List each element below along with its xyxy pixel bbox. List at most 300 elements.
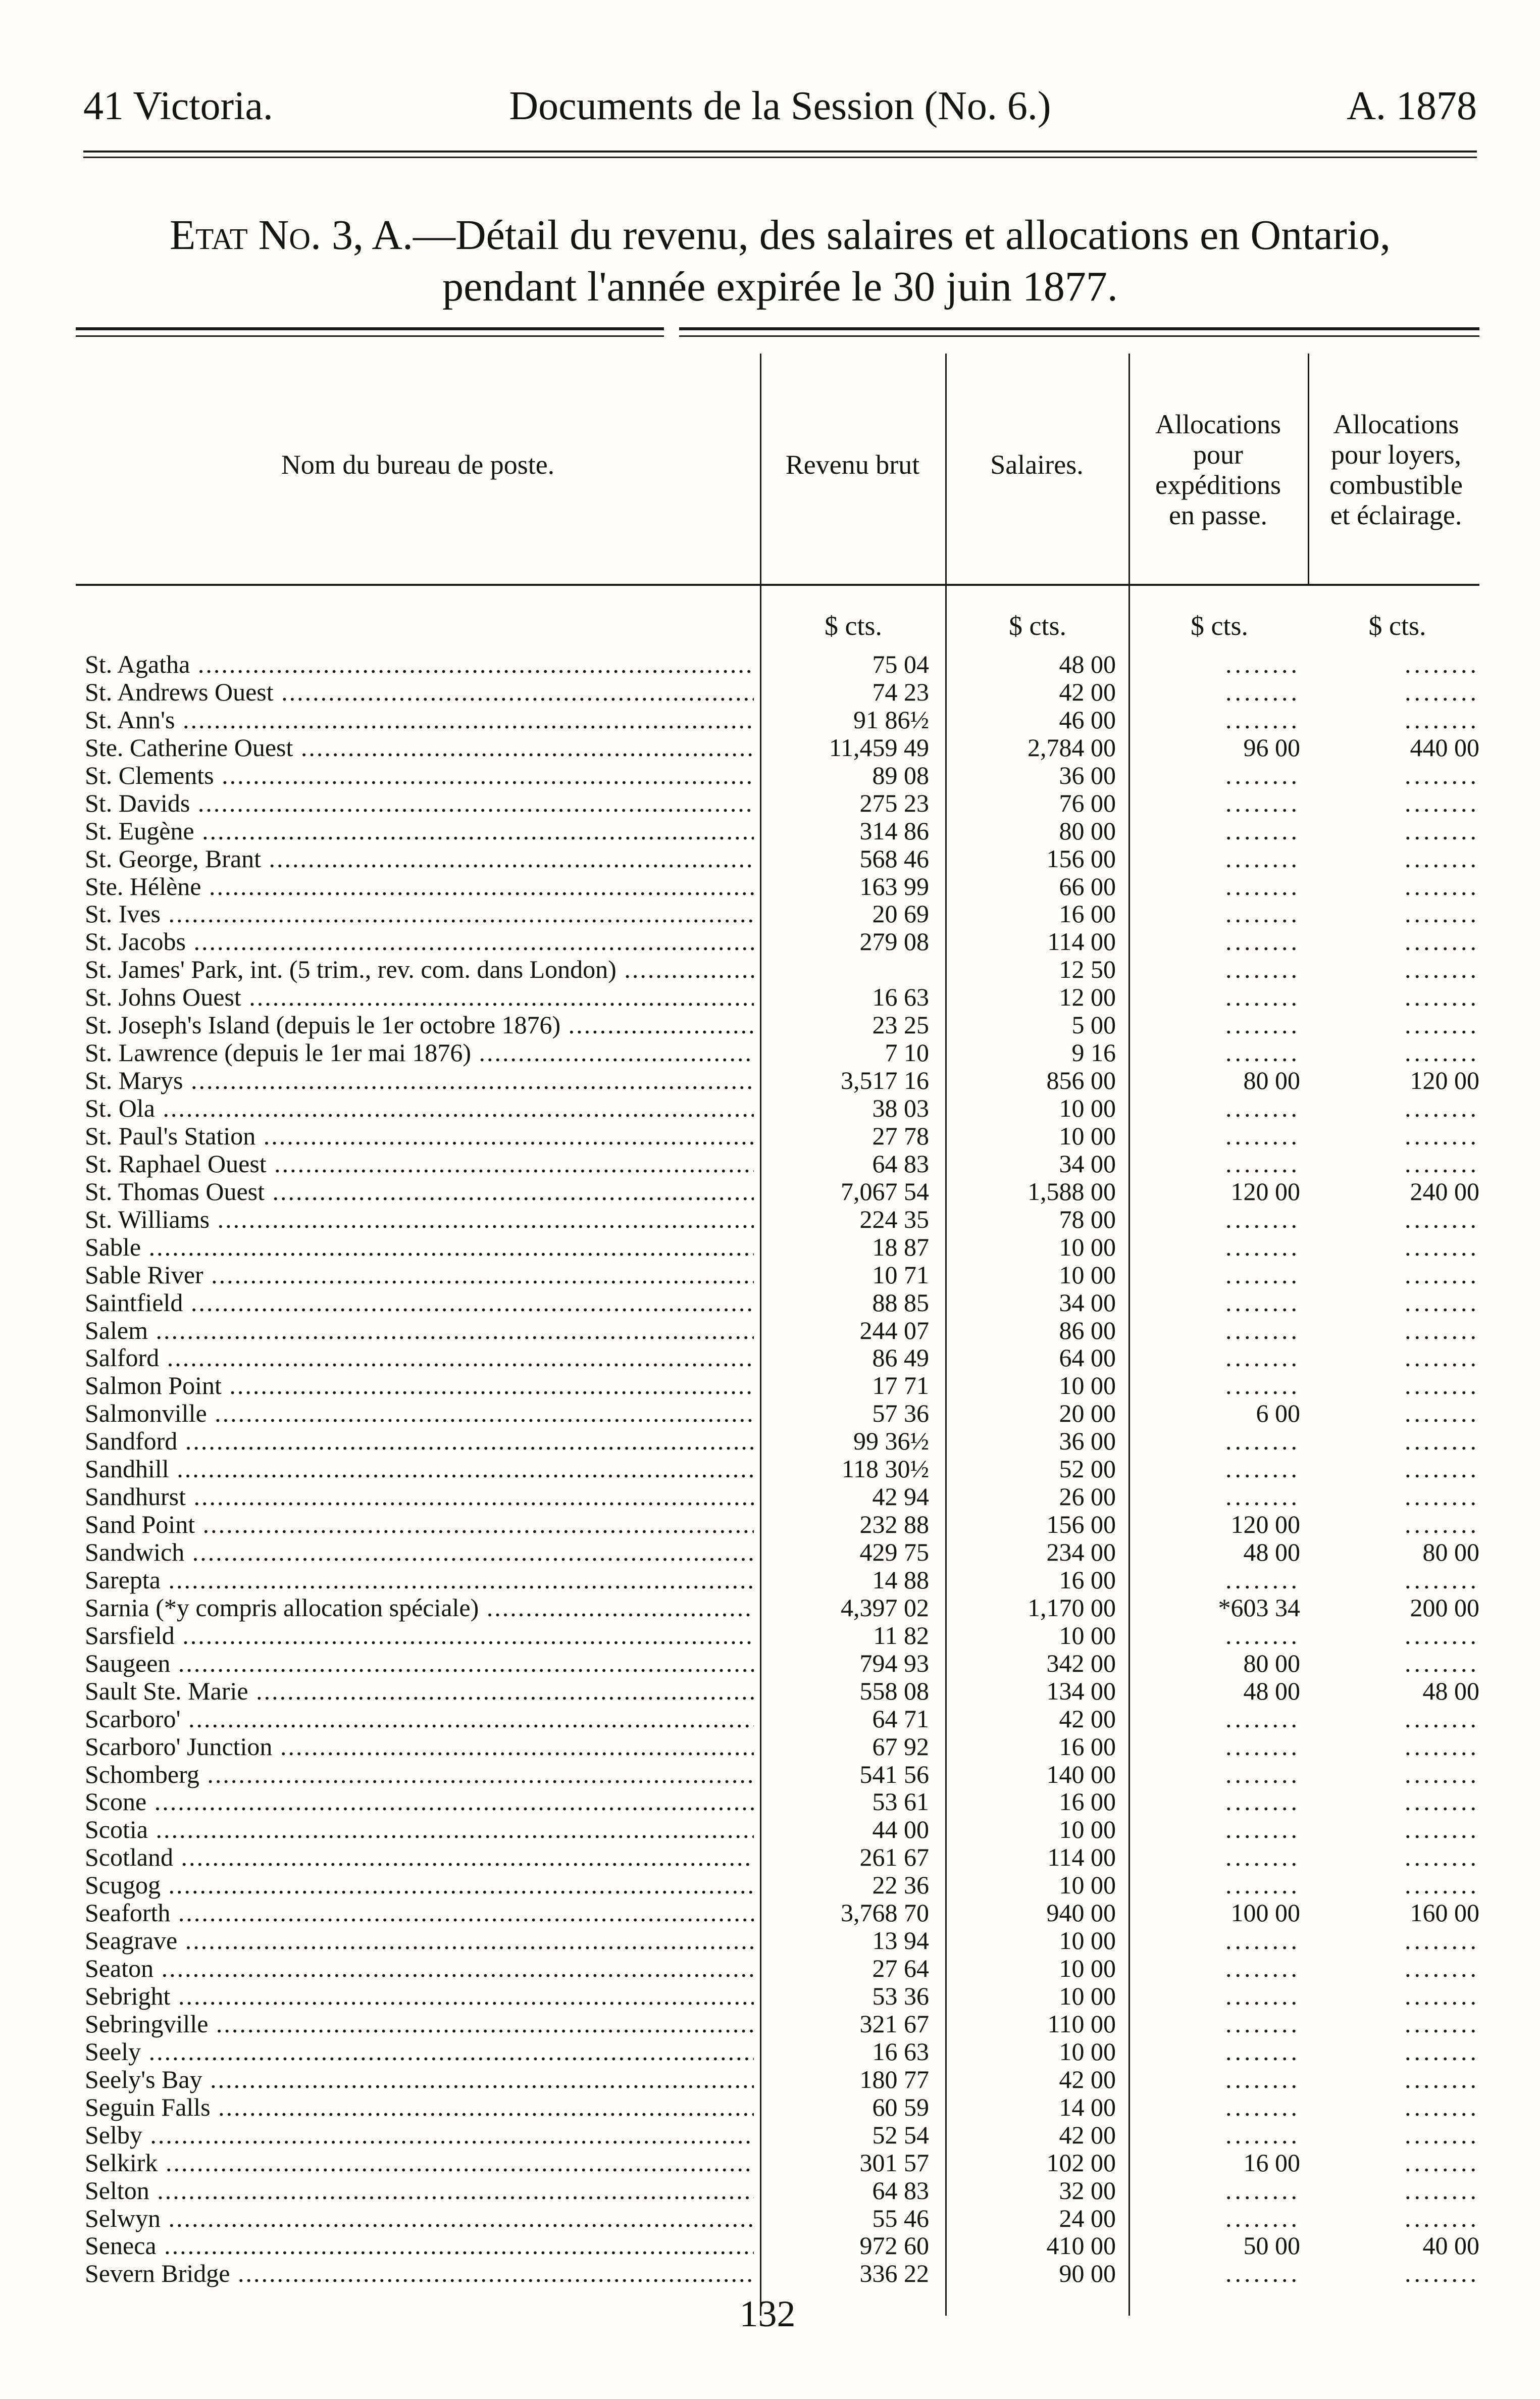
post-office-name: Salford ..... [85,1344,754,1372]
post-office-name: Sault Ste. Marie ..... [85,1677,754,1705]
post-office-name: St. Davids ..... [85,789,754,817]
revenue-cell: 60 59 [872,2092,929,2121]
rent-cell: ........ [1405,1149,1479,1178]
salary-cell: 14 00 [1059,2092,1116,2121]
expeditions-cell: ........ [1225,1926,1300,1955]
table-row [0,1427,1540,1455]
table-row [0,1150,1540,1178]
post-office-name: St. Thomas Ouest ..... [85,1178,754,1206]
post-office-name: Selkirk ..... [85,2149,754,2177]
expeditions-cell: ........ [1225,1732,1300,1761]
revenue-cell: 86 49 [872,1343,929,1372]
revenue-cell: 244 07 [859,1316,929,1344]
rent-cell: ........ [1405,1954,1479,1983]
revenue-cell: 180 77 [859,2065,929,2093]
revenue-cell: 7 10 [885,1038,929,1067]
salary-cell: 10 00 [1059,1815,1116,1844]
salary-cell: 1,588 00 [1028,1177,1116,1206]
revenue-cell: 88 85 [872,1288,929,1317]
unit-rent: $ cts. [1368,611,1426,641]
revenue-cell: 42 94 [872,1482,929,1511]
post-office-name: Sandhurst ..... [85,1483,754,1511]
revenue-cell: 301 57 [859,2148,929,2177]
table-row [0,1372,1540,1400]
table-row [0,1705,1540,1733]
expeditions-cell: ........ [1225,1760,1300,1788]
salary-cell: 110 00 [1047,2009,1116,2038]
table-row [0,1039,1540,1067]
post-office-name: Severn Bridge ..... [85,2260,754,2287]
title-line-2: pendant l'année expirée le 30 juin 1877. [442,263,1118,310]
post-office-name: Scugog ..... [85,1871,754,1899]
table-row [0,900,1540,928]
table-row [0,1899,1540,1927]
rent-cell: ........ [1405,2037,1479,2066]
revenue-cell: 11 82 [873,1621,929,1650]
revenue-cell: 224 35 [859,1205,929,1233]
rent-cell: ........ [1405,788,1479,817]
table-row [0,789,1540,817]
expeditions-cell: ........ [1225,983,1300,1012]
expeditions-cell: ........ [1225,1455,1300,1483]
rent-cell: ........ [1405,2009,1479,2038]
table-body [0,651,1540,2287]
revenue-cell: 429 75 [859,1538,929,1566]
post-office-name: St. Williams ..... [85,1206,754,1233]
revenue-cell: 13 94 [872,1926,929,1955]
post-office-name: Saugeen ..... [85,1650,754,1677]
table-row [0,1455,1540,1483]
revenue-cell: 64 83 [872,1149,929,1178]
revenue-cell: 14 88 [872,1565,929,1594]
salary-cell: 10 00 [1059,1232,1116,1261]
rent-cell: ........ [1405,705,1479,734]
post-office-name: Seely's Bay ..... [85,2066,754,2093]
rent-cell: ........ [1405,1371,1479,1400]
post-office-name: Sable River ..... [85,1261,754,1289]
running-header [83,83,1477,139]
table-row [0,1566,1540,1594]
revenue-cell: 75 04 [872,650,929,678]
post-office-name: Sandwich ..... [85,1538,754,1566]
rent-cell: 48 00 [1422,1676,1479,1705]
rent-cell: ........ [1405,927,1479,956]
table-row [0,1677,1540,1705]
salary-cell: 10 00 [1059,1871,1116,1900]
rent-cell: ........ [1405,955,1479,984]
post-office-name: Scotland ..... [85,1843,754,1871]
salary-cell: 16 00 [1059,1565,1116,1594]
revenue-cell: 275 23 [859,788,929,817]
post-office-name: St. Eugène ..... [85,817,754,845]
expeditions-cell: ........ [1225,1038,1300,1067]
salary-cell: 20 00 [1059,1399,1116,1428]
salary-cell: 10 00 [1059,1926,1116,1955]
expeditions-cell: ........ [1225,1787,1300,1816]
revenue-cell: 44 00 [872,1815,929,1844]
expeditions-cell: ........ [1225,927,1300,956]
table-row [0,1871,1540,1899]
rent-cell: ........ [1405,2204,1479,2232]
salary-cell: 86 00 [1059,1316,1116,1344]
rent-cell: ........ [1405,844,1479,873]
post-office-name: St. Marys ..... [85,1067,754,1094]
table-row [0,2038,1540,2066]
expeditions-cell: ........ [1225,788,1300,817]
rent-cell: 240 00 [1410,1177,1479,1206]
post-office-name: Scone ..... [85,1788,754,1816]
expeditions-cell: ........ [1225,1343,1300,1372]
rent-cell: ........ [1405,1232,1479,1261]
expeditions-cell: ........ [1225,2065,1300,2093]
revenue-cell: 16 63 [872,983,929,1012]
expeditions-cell: *603 34 [1218,1593,1300,1622]
salary-cell: 10 00 [1059,1982,1116,2010]
rent-cell: ........ [1405,2065,1479,2093]
table-row [0,1317,1540,1344]
expeditions-cell: ........ [1225,1149,1300,1178]
revenue-cell: 794 93 [859,1648,929,1677]
salary-cell: 76 00 [1059,788,1116,817]
expeditions-cell: ........ [1225,1704,1300,1733]
salary-cell: 12 00 [1059,983,1116,1012]
post-office-name: St. James' Park, int. (5 trim., rev. com. dans London) ..... [85,956,754,983]
rent-cell: ........ [1405,1427,1479,1456]
salary-cell: 36 00 [1059,1427,1116,1456]
salary-cell: 102 00 [1046,2148,1116,2177]
expeditions-cell: ........ [1225,677,1300,706]
expeditions-cell: 96 00 [1243,733,1300,762]
post-office-name: Salmon Point ..... [85,1372,754,1400]
post-office-name: Scarboro' Junction ..... [85,1733,754,1761]
rent-cell: ........ [1405,1565,1479,1594]
table-row [0,1733,1540,1761]
revenue-cell: 55 46 [872,2204,929,2232]
salary-cell: 114 00 [1047,927,1116,956]
post-office-name: Saintfield ..... [85,1289,754,1317]
salary-cell: 940 00 [1046,1898,1116,1927]
salary-cell: 34 00 [1059,1288,1116,1317]
salary-cell: 12 50 [1059,955,1116,984]
expeditions-cell: ........ [1225,1954,1300,1983]
expeditions-cell: ........ [1225,816,1300,845]
rent-cell: ........ [1405,2148,1479,2177]
post-office-name: St. Joseph's Island (depuis le 1er octobre 1876) ..... [85,1011,754,1039]
table-row [0,1955,1540,1982]
expeditions-cell: 80 00 [1243,1648,1300,1677]
revenue-cell: 972 60 [859,2231,929,2260]
expeditions-cell: ........ [1225,1621,1300,1650]
header-bottom-rule [76,584,1479,586]
table-row [0,1178,1540,1206]
revenue-cell: 232 88 [859,1510,929,1539]
salary-cell: 114 00 [1047,1843,1116,1872]
rent-cell: ........ [1405,872,1479,901]
revenue-cell: 321 67 [859,2009,929,2038]
rent-cell: ........ [1405,899,1479,928]
salary-cell: 42 00 [1059,677,1116,706]
table-row [0,1094,1540,1122]
expeditions-cell: ........ [1225,2092,1300,2121]
post-office-name: Sarepta ..... [85,1566,754,1594]
expeditions-cell: ........ [1225,899,1300,928]
salary-cell: 90 00 [1059,2259,1116,2288]
post-office-name: Seguin Falls ..... [85,2093,754,2121]
rent-cell: ........ [1405,1843,1479,1872]
salary-cell: 42 00 [1059,1704,1116,1733]
salary-cell: 140 00 [1046,1760,1116,1788]
expeditions-cell: ........ [1225,955,1300,984]
rent-cell: 200 00 [1410,1593,1479,1622]
post-office-name: Salem ..... [85,1317,754,1344]
revenue-cell: 541 56 [859,1760,929,1788]
expeditions-cell: ........ [1225,650,1300,678]
rent-cell: ........ [1405,1343,1479,1372]
expeditions-cell: 48 00 [1243,1538,1300,1566]
post-office-name: Sandford ..... [85,1427,754,1455]
salary-cell: 42 00 [1059,2120,1116,2149]
post-office-name: Sandhill ..... [85,1455,754,1483]
rent-cell: ........ [1405,1648,1479,1677]
expeditions-cell: ........ [1225,2120,1300,2149]
expeditions-cell: ........ [1225,844,1300,873]
rent-cell: ........ [1405,2259,1479,2288]
salary-cell: 26 00 [1059,1482,1116,1511]
revenue-cell: 27 78 [872,1121,929,1150]
post-office-name: Sebright ..... [85,1982,754,2010]
table-row [0,1011,1540,1039]
revenue-cell: 20 69 [872,899,929,928]
post-office-name: Sable ..... [85,1233,754,1261]
post-office-name: Scarboro' ..... [85,1705,754,1733]
post-office-name: St. Andrews Ouest ..... [85,678,754,706]
revenue-cell: 91 86½ [853,705,929,734]
rent-cell: ........ [1405,2120,1479,2149]
rent-cell: ........ [1405,1732,1479,1761]
salary-cell: 52 00 [1059,1455,1116,1483]
table-row [0,1761,1540,1788]
revenue-cell: 10 71 [872,1260,929,1289]
post-office-name: Seaforth ..... [85,1899,754,1927]
post-office-name: Schomberg ..... [85,1761,754,1788]
revenue-cell: 163 99 [859,872,929,901]
revenue-cell: 16 63 [872,2037,929,2066]
salary-cell: 24 00 [1059,2204,1116,2232]
post-office-name: St. Agatha ..... [85,651,754,678]
salary-cell: 80 00 [1059,816,1116,845]
expeditions-cell: ........ [1225,1288,1300,1317]
rent-cell: ........ [1405,650,1479,678]
table-row [0,2093,1540,2121]
expeditions-cell: ........ [1225,2176,1300,2205]
title-line-1-rest: —Détail du revenu, des salaires et allocations en Ontario, [413,212,1391,259]
table-row [0,1122,1540,1150]
table-row [0,762,1540,789]
post-office-name: Selwyn ..... [85,2205,754,2232]
table-row [0,1650,1540,1677]
rent-cell: ........ [1405,2176,1479,2205]
salary-cell: 66 00 [1059,872,1116,901]
rent-cell: ........ [1405,761,1479,789]
salary-cell: 10 00 [1059,1954,1116,1983]
rent-cell: 440 00 [1410,733,1479,762]
revenue-cell: 3,517 16 [841,1066,929,1095]
revenue-cell: 53 36 [872,1982,929,2010]
expeditions-cell: 16 00 [1243,2148,1300,2177]
expeditions-cell: ........ [1225,2204,1300,2232]
revenue-cell: 74 23 [872,677,929,706]
table-row [0,1233,1540,1261]
expeditions-cell: ........ [1225,705,1300,734]
rent-cell: 40 00 [1422,2231,1479,2260]
post-office-name: Selton ..... [85,2177,754,2205]
title-line-1 [76,210,1484,261]
post-office-name: Seneca ..... [85,2232,754,2260]
salary-cell: 16 00 [1059,1787,1116,1816]
salary-cell: 10 00 [1059,1371,1116,1400]
post-office-name: Scotia ..... [85,1816,754,1843]
table-row [0,2149,1540,2177]
salary-cell: 2,784 00 [1028,733,1116,762]
table-row [0,983,1540,1011]
expeditions-cell: 50 00 [1243,2231,1300,2260]
table-row [0,956,1540,983]
revenue-cell: 314 86 [859,816,929,845]
expeditions-cell: 100 00 [1230,1898,1300,1927]
revenue-cell: 67 92 [872,1732,929,1761]
post-office-name: Seely ..... [85,2038,754,2066]
salary-cell: 10 00 [1059,1121,1116,1150]
revenue-cell: 7,067 54 [841,1177,929,1206]
header-rule [83,151,1477,158]
rent-cell: ........ [1405,1399,1479,1428]
revenue-cell: 118 30½ [841,1455,929,1483]
column-header-salaries: Salaires. [990,449,1084,480]
expeditions-cell: ........ [1225,761,1300,789]
salary-cell: 1,170 00 [1028,1593,1116,1622]
post-office-name: St. Raphael Ouest ..... [85,1150,754,1178]
table-row [0,873,1540,901]
revenue-cell: 53 61 [872,1787,929,1816]
table-row [0,1483,1540,1511]
table-row [0,928,1540,956]
rent-cell: ........ [1405,677,1479,706]
rent-cell: ........ [1405,1482,1479,1511]
table-row [0,1511,1540,1538]
expeditions-cell: ........ [1225,1843,1300,1872]
post-office-name: Sarsfield ..... [85,1622,754,1650]
salary-cell: 64 00 [1059,1343,1116,1372]
rent-cell: ........ [1405,1621,1479,1650]
revenue-cell: 38 03 [872,1094,929,1122]
table-row [0,1816,1540,1843]
table-row [0,2232,1540,2260]
table-row [0,734,1540,762]
expeditions-cell: ........ [1225,1982,1300,2010]
expeditions-cell: ........ [1225,1427,1300,1456]
expeditions-cell: ........ [1225,1260,1300,1289]
expeditions-cell: 80 00 [1243,1066,1300,1095]
salary-cell: 16 00 [1059,1732,1116,1761]
revenue-cell: 99 36½ [853,1427,929,1456]
expeditions-cell: ........ [1225,1815,1300,1844]
expeditions-cell: 120 00 [1230,1510,1300,1539]
salary-cell: 36 00 [1059,761,1116,789]
rent-cell: ........ [1405,1926,1479,1955]
post-office-name: Seagrave ..... [85,1927,754,1955]
rent-cell: ........ [1405,1704,1479,1733]
rent-cell: ........ [1405,983,1479,1012]
revenue-cell: 18 87 [872,1232,929,1261]
post-office-name: Seaton ..... [85,1955,754,1982]
revenue-cell: 17 71 [872,1371,929,1400]
table-row [0,1982,1540,2010]
table-row [0,1206,1540,1233]
table-row [0,2010,1540,2038]
expeditions-cell: ........ [1225,2037,1300,2066]
page-number: 132 [739,2293,796,2335]
table-row [0,2260,1540,2287]
expeditions-cell: ........ [1225,1565,1300,1594]
rent-cell: ........ [1405,816,1479,845]
table-row [0,817,1540,845]
expeditions-cell: ........ [1225,1482,1300,1511]
header-year: A. 1878 [1347,84,1477,128]
revenue-cell: 23 25 [872,1011,929,1039]
rent-cell: ........ [1405,1871,1479,1900]
rent-cell: ........ [1405,1205,1479,1233]
rent-cell: ........ [1405,1316,1479,1344]
salary-cell: 16 00 [1059,899,1116,928]
salary-cell: 5 00 [1071,1011,1116,1039]
post-office-name: Sand Point ..... [85,1511,754,1538]
rent-cell: ........ [1405,1815,1479,1844]
column-header-rent: Allocations pour loyers, combustible et éclairage. [1329,409,1463,530]
revenue-cell: 336 22 [859,2259,929,2288]
rent-cell: 120 00 [1410,1066,1479,1095]
revenue-cell: 27 64 [872,1954,929,1983]
salary-cell: 9 16 [1071,1038,1116,1067]
rent-cell: ........ [1405,1787,1479,1816]
table-row [0,678,1540,706]
column-header-revenue: Revenu brut [785,449,920,480]
table-row [0,1538,1540,1566]
table-row [0,2066,1540,2093]
post-office-name: Selby ..... [85,2121,754,2149]
post-office-name: St. George, Brant ..... [85,845,754,873]
post-office-name: St. Johns Ouest ..... [85,983,754,1011]
post-office-name: St. Lawrence (depuis le 1er mai 1876) ..... [85,1039,754,1067]
rent-cell: ........ [1405,1982,1479,2010]
expeditions-cell: ........ [1225,1205,1300,1233]
revenue-cell: 3,768 70 [841,1898,929,1927]
table-row [0,2205,1540,2232]
revenue-cell: 22 36 [872,1871,929,1900]
title-rule-right [679,327,1479,337]
revenue-cell: 568 46 [859,844,929,873]
revenue-cell: 279 08 [859,927,929,956]
expeditions-cell: ........ [1225,1871,1300,1900]
salary-cell: 10 00 [1059,1094,1116,1122]
expeditions-cell: ........ [1225,872,1300,901]
table-row [0,1843,1540,1871]
table-row [0,2177,1540,2205]
table-row [0,845,1540,873]
expeditions-cell: ........ [1225,2009,1300,2038]
salary-cell: 10 00 [1059,1621,1116,1650]
column-header-expeditions: Allocations pour expéditions en passe. [1155,409,1281,530]
header-documents-title: Documents de la Session (No. 6.) [509,84,1051,128]
